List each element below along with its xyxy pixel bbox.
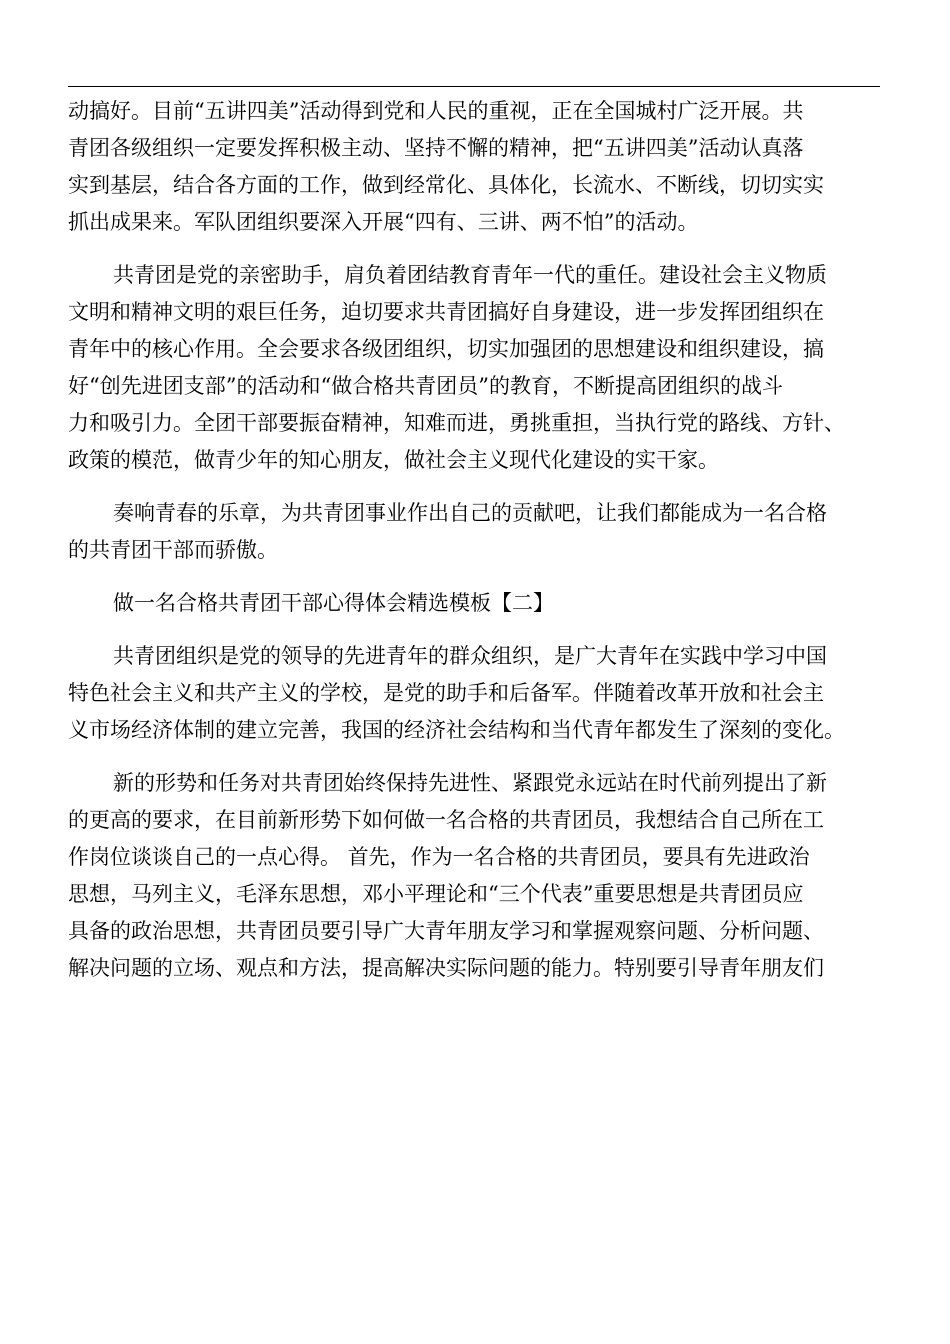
text-line: 义市场经济体制的建立完善，我国的经济社会结构和当代青年都发生了深刻的变化。 (68, 718, 845, 742)
text-line: 奏响青春的乐章，为共青团事业作出自己的贡献吧，让我们都能成为一名合格 (113, 501, 827, 525)
text-line: 作岗位谈谈自己的一点心得。 首先，作为一名合格的共青团员，要具有先进政治 (68, 845, 810, 869)
text-line: 动搞好。目前“五讲四美”活动得到党和人民的重视，正在全国城村广泛开展。共 (68, 99, 804, 123)
text-line: 抓出成果来。军队团组织要深入开展“四有、三讲、两不怕”的活动。 (68, 210, 699, 234)
document-body (68, 93, 892, 987)
text-line: 思想，马列主义，毛泽东思想，邓小平理论和“三个代表”重要思想是共青团员应 (68, 882, 804, 906)
text-line: 新的形势和任务对共青团始终保持先进性、紧跟党永远站在时代前列提出了新 (113, 771, 827, 795)
text-line: 力和吸引力。全团干部要振奋精神，知难而进，勇挑重担，当执行党的路线、方针、 (68, 411, 845, 435)
text-line: 具备的政治思想，共青团员要引导广大青年朋友学习和掌握观察问题、分析问题、 (68, 919, 824, 943)
text-line: 解决问题的立场、观点和方法，提高解决实际问题的能力。特别要引导青年朋友们 (68, 956, 824, 980)
text-line: 特色社会主义和共产主义的学校，是党的助手和后备军。伴随着改革开放和社会主 (68, 681, 824, 705)
text-line: 好“创先进团支部”的活动和“做合格共青团员”的教育，不断提高团组织的战斗 (68, 374, 783, 398)
text-line: 共青团组织是党的领导的先进青年的群众组织，是广大青年在实践中学习中国 (113, 644, 827, 668)
text-line: 的共青团干部而骄傲。 (68, 538, 278, 562)
text-line: 青团各级组织一定要发挥积极主动、坚持不懈的精神，把“五讲四美”活动认真落 (68, 136, 804, 160)
header-rule (68, 86, 880, 87)
text-line: 政策的模范，做青少年的知心朋友，做社会主义现代化建设的实干家。 (68, 448, 719, 472)
text-line: 的更高的要求，在目前新形势下如何做一名合格的共青团员，我想结合自己所在工 (68, 808, 824, 832)
text-line: 青年中的核心作用。全会要求各级团组织，切实加强团的思想建设和组织建设，搞 (68, 337, 824, 361)
text-line: 文明和精神文明的艰巨任务，迫切要求共青团搞好自身建设，进一步发挥团组织在 (68, 300, 824, 324)
section-heading: 做一名合格共青团干部心得体会精选模板【二】 (113, 591, 554, 615)
text-line: 实到基层，结合各方面的工作，做到经常化、具体化，长流水、不断线，切切实实 (68, 173, 824, 197)
text-line: 共青团是党的亲密助手，肩负着团结教育青年一代的重任。建设社会主义物质 (113, 263, 827, 287)
